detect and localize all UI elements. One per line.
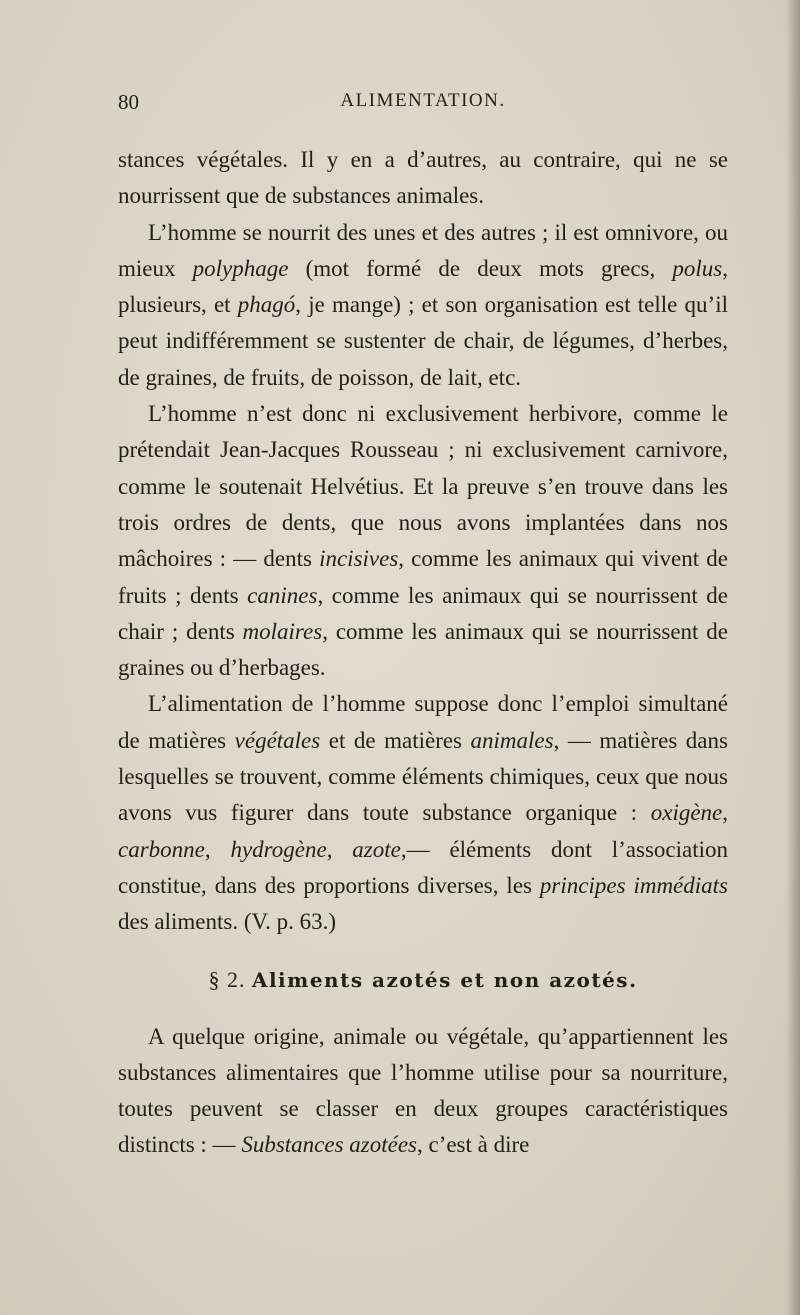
text: ,: [722, 800, 728, 826]
italic-term: carbonne: [118, 836, 205, 862]
text: et de matières: [320, 727, 471, 753]
italic-term: polyphage: [192, 255, 289, 281]
italic-term: azote: [352, 836, 401, 862]
section-number: § 2.: [208, 966, 246, 992]
paragraph-2: [118, 215, 728, 396]
text: ,: [326, 836, 353, 862]
italic-term: animales: [470, 727, 554, 753]
italic-term: incisives: [319, 546, 399, 572]
paragraph-4: [118, 686, 728, 940]
page-edge-shadow: [786, 0, 800, 1315]
italic-term: Substances azotées: [241, 1132, 417, 1158]
text: ,: [204, 836, 231, 862]
text: , je mange) ; et son organisation est telle qu’il peut indifféremment se sustenter de chair, de légumes, d’herbes, de graines, de fruits, de poisson, de lait, etc.: [118, 292, 728, 390]
text: L’alimentation de l’homme suppose donc l’emploi simultané de matières: [118, 691, 728, 753]
section-heading: [118, 967, 728, 993]
italic-term: polus: [672, 255, 723, 281]
paragraph-1: stances végétales. Il y en a d’autres, au contraire, qui ne se nourrissent que de substances animales.: [118, 147, 728, 209]
text: L’homme n’est donc ni exclusivement herbivore, comme le prétendait Jean-Jacques Rousseau ; ni exclusivement carnivore, comme le soutenait Helvétius. Et la preuve s’en trouve dans les trois ordres de dents, que nous avons implantées dans nos mâchoires : — dents: [118, 401, 728, 572]
running-head: ALIMENTATION.: [340, 90, 506, 111]
text: ,— éléments dont l’association constitue, dans des proportions diverses, les: [118, 836, 729, 898]
section-title: Aliments azotés et non azotés.: [251, 967, 638, 992]
text: A quelque origine, animale ou végétale, qu’appartiennent les substances alimentaires que l’homme utilise pour sa nourriture, toutes peuvent se classer en deux groupes caractéristiques distincts : —: [118, 1023, 728, 1158]
text: , plusieurs, et: [118, 255, 728, 318]
paragraph-5: [118, 1019, 728, 1164]
paragraph-3: [118, 396, 728, 686]
italic-term: végétales: [234, 727, 321, 753]
text: , c’est à dire: [416, 1132, 530, 1158]
italic-term: phagó: [237, 292, 296, 318]
text: des aliments. (V. p. 63.): [118, 909, 337, 935]
page-header: [118, 90, 728, 120]
italic-term: principes immédiats: [539, 872, 729, 898]
text: , comme les animaux qui se nourrissent de chair ; dents: [118, 582, 728, 644]
text: (mot formé de deux mots grecs,: [288, 255, 673, 281]
text: , comme les animaux qui vivent de fruits ; dents: [118, 546, 728, 608]
italic-term: oxigène: [650, 800, 723, 826]
italic-term: molaires: [242, 618, 323, 644]
text: , — matières dans lesquelles se trouvent, comme éléments chimiques, ceux que nous avons vus figurer dans toute substance organique :: [118, 727, 728, 826]
text: , comme les animaux qui se nourrissent de graines ou d’herbages.: [118, 618, 728, 681]
italic-term: hydrogène: [230, 836, 327, 862]
text: L’homme se nourrit des unes et des autres ; il est omnivore, ou mieux: [118, 219, 728, 281]
page-body: [118, 142, 728, 1164]
page-number: 80: [118, 90, 139, 114]
italic-term: canines: [247, 582, 318, 608]
